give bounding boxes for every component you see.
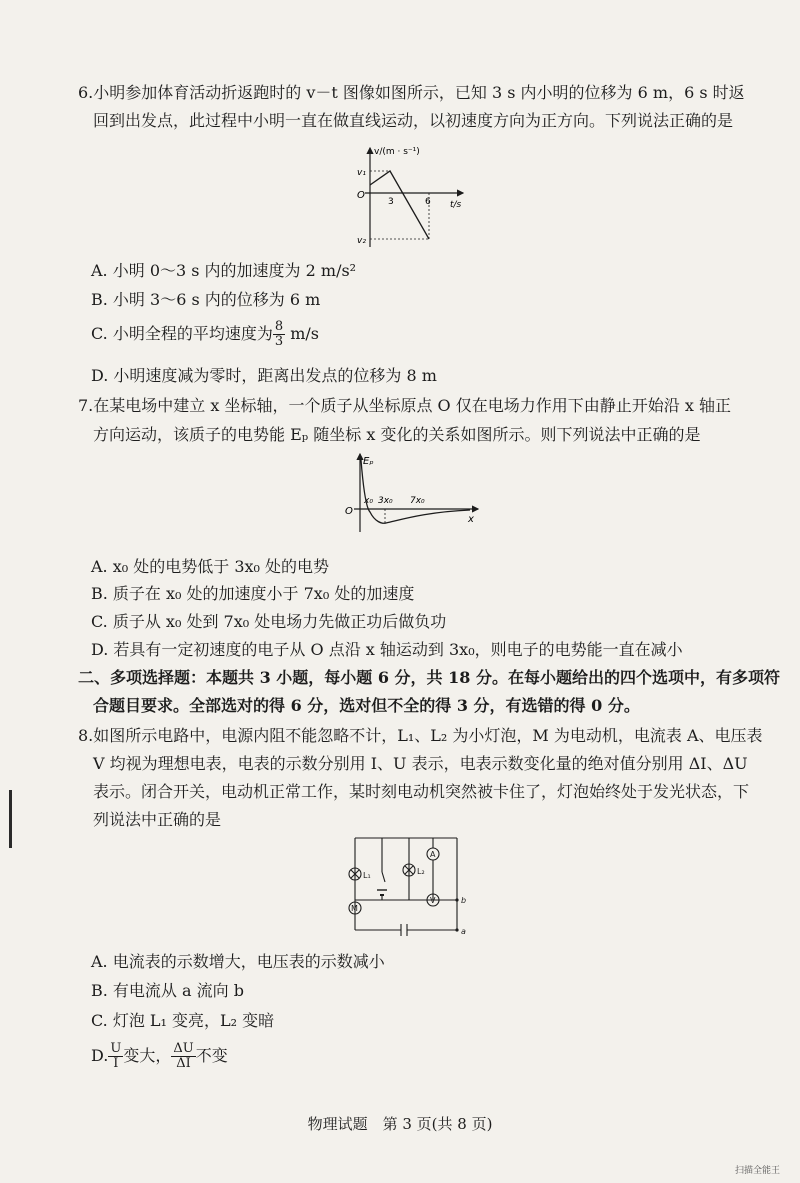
q6-stem-line2: 回到出发点，此过程中小明一直在做直线运动，以初速度方向为正方向。下列说法正确的是 — [93, 111, 734, 130]
q7-option-b: B. 质子在 x₀ 处的加速度小于 7x₀ 处的加速度 — [91, 584, 415, 603]
q8-node-b-label: b — [461, 896, 467, 905]
q8-fraction1-denominator: I — [113, 1056, 119, 1071]
q7-ep-graph — [340, 450, 485, 535]
q8-option-d-middle: 变大， — [123, 1046, 172, 1065]
q8-l1-label: L₁ — [363, 871, 371, 880]
q6-option-b: B. 小明 3～6 s 内的位移为 6 m — [91, 290, 321, 309]
q8-fraction2-denominator: ΔI — [176, 1056, 191, 1071]
q6-vt-graph — [345, 142, 470, 252]
q8-ammeter-label: A — [430, 850, 436, 859]
q7-option-a: A. x₀ 处的电势低于 3x₀ 处的电势 — [91, 557, 330, 576]
q8-switch — [382, 872, 385, 882]
q8-option-d-end: 不变 — [195, 1046, 228, 1065]
q6-option-c — [91, 318, 319, 350]
q8-voltmeter-label: V — [430, 896, 436, 905]
q7-x0-label: x₀ — [364, 496, 373, 506]
q6-option-d: D. 小明速度减为零时，距离出发点的位移为 8 m — [91, 366, 437, 385]
q7-stem-line2: 方向运动，该质子的电势能 Eₚ 随坐标 x 变化的关系如图所示。则下列说法中正确的是 — [93, 425, 701, 444]
q8-stem-line3: 表示。闭合开关，电动机正常工作，某时刻电动机突然被卡住了，灯泡始终处于发光状态，下 — [93, 782, 750, 801]
q6-option-c-numerator: 8 — [274, 319, 284, 334]
q8-option-c: C. 灯泡 L₁ 变亮，L₂ 变暗 — [91, 1011, 275, 1030]
q8-option-a: A. 电流表的示数增大，电压表的示数减小 — [91, 952, 385, 971]
q6-option-c-unit: m/s — [285, 324, 319, 343]
q6-option-a: A. 小明 0～3 s 内的加速度为 2 m/s² — [91, 261, 357, 280]
q8-stem-line1: 8.如图所示电路中，电源内阻不能忽略不计，L₁、L₂ 为小灯泡，M 为电动机，电流表 A、电压表 — [78, 726, 763, 745]
q8-option-d-fraction2 — [171, 1042, 195, 1071]
q8-option-d-letter: D. — [91, 1046, 109, 1065]
q6-xlabel: t/s — [450, 200, 462, 210]
q8-node-a — [455, 928, 458, 931]
q8-stem-line2: V 均视为理想电表，电表的示数分别用 I、U 表示，电表示数变化量的绝对值分别用 ΔI、ΔU — [93, 754, 748, 773]
q7-xlabel: x — [468, 514, 474, 525]
q8-circuit-diagram — [325, 830, 475, 938]
q7-3x0-label: 3x₀ — [378, 496, 393, 506]
q8-fraction2-numerator: ΔU — [173, 1041, 194, 1056]
q7-7x0-label: 7x₀ — [410, 496, 425, 506]
q8-node-a-label: a — [461, 927, 466, 936]
section2-heading-line2: 合题目要求。全部选对的得 6 分，选对但不全的得 3 分，有选错的得 0 分。 — [93, 696, 640, 715]
q6-v2-label: v₂ — [357, 236, 366, 246]
scanner-logo: 扫描全能王 — [734, 1166, 780, 1176]
q6-vt-line — [370, 171, 429, 239]
q8-node-b — [455, 898, 458, 901]
q6-ylabel: v/(m · s⁻¹) — [374, 147, 420, 157]
q6-option-c-fraction — [273, 320, 285, 349]
q6-stem-line1: 6.小明参加体育活动折返跑时的 v－t 图像如图所示，已知 3 s 内小明的位移为 6 m，6 s 时返 — [78, 83, 745, 102]
q6-option-c-denominator: 3 — [274, 334, 284, 349]
q8-motor-label: M — [351, 904, 358, 913]
q7-ep-curve — [361, 460, 470, 523]
q6-v1-label: v₁ — [357, 168, 366, 178]
q6-option-c-text: C. 小明全程的平均速度为 — [91, 324, 273, 343]
q7-ylabel: Eₚ — [363, 456, 374, 467]
q7-origin: O — [345, 506, 353, 517]
q8-option-d — [91, 1040, 228, 1072]
q7-option-d: D. 若具有一定初速度的电子从 O 点沿 x 轴运动到 3x₀，则电子的电势能一直在减小 — [91, 640, 683, 659]
q6-t6-label: 6 — [425, 197, 431, 207]
q8-option-d-fraction1 — [108, 1042, 123, 1071]
binding-margin-mark — [9, 790, 12, 848]
q8-option-b: B. 有电流从 a 流向 b — [91, 981, 244, 1000]
q8-l2-label: L₂ — [417, 867, 425, 876]
page-footer: 物理试题 第 3 页(共 8 页) — [307, 1115, 493, 1133]
q6-origin: O — [357, 190, 365, 201]
q6-t3-label: 3 — [388, 197, 394, 207]
q8-fraction1-numerator: U — [110, 1041, 122, 1056]
q7-option-c: C. 质子从 x₀ 处到 7x₀ 处电场力先做正功后做负功 — [91, 612, 447, 631]
section2-heading-line1: 二、多项选择题：本题共 3 小题，每小题 6 分，共 18 分。在每小题给出的四个选项中，有多项符 — [78, 668, 780, 687]
q8-stem-line4: 列说法中正确的是 — [93, 810, 222, 829]
q7-stem-line1: 7.在某电场中建立 x 坐标轴，一个质子从坐标原点 O 仅在电场力作用下由静止开始沿 x 轴正 — [78, 396, 731, 415]
